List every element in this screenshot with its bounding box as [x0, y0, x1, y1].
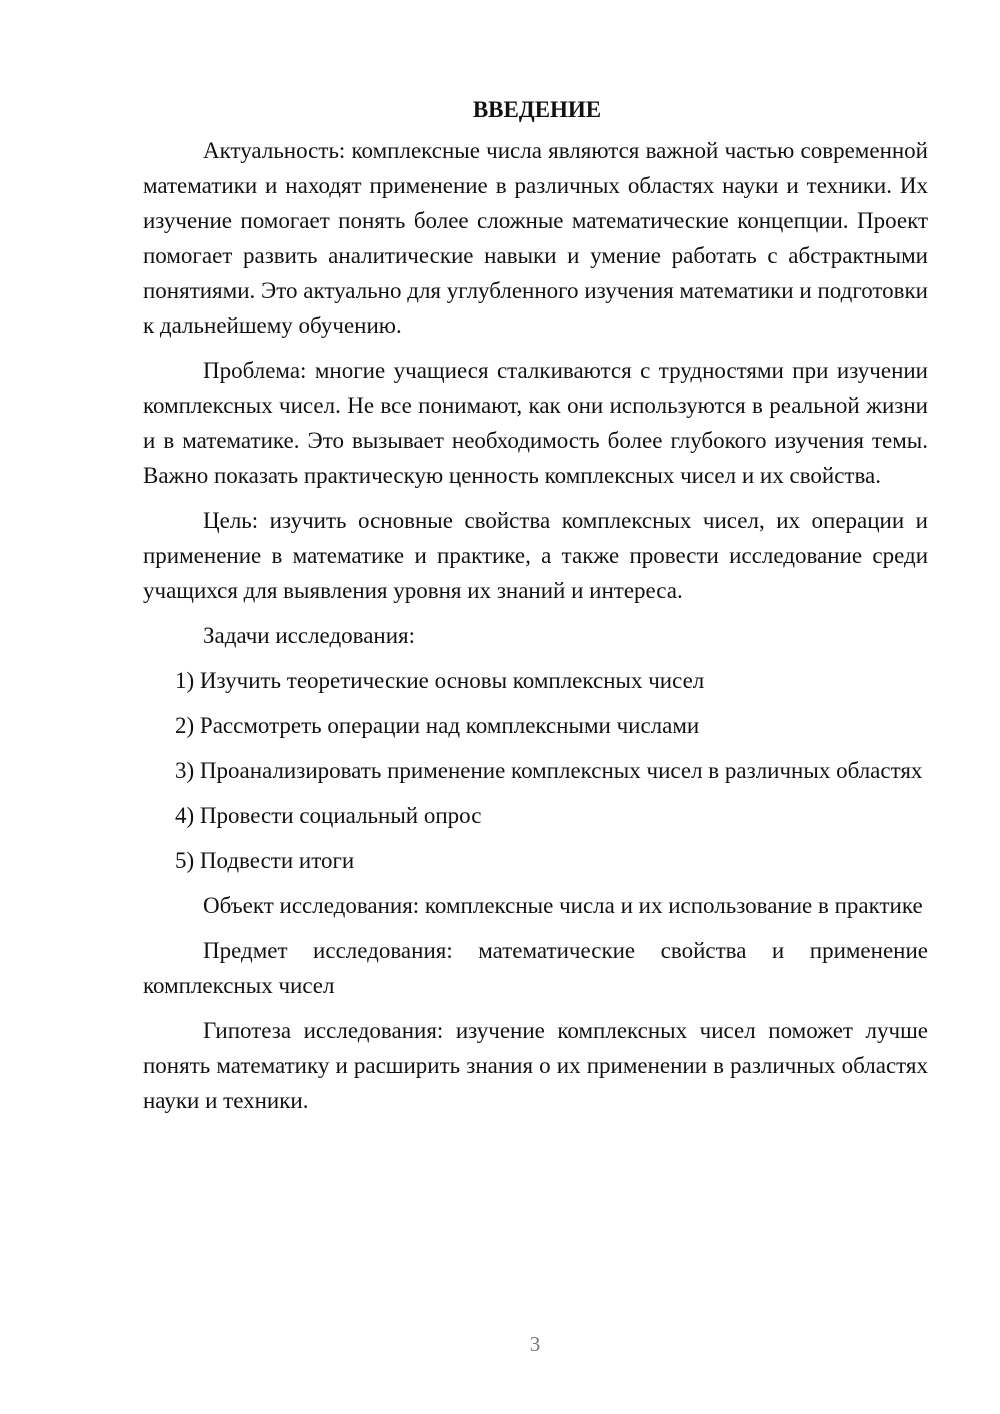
tasks-heading: Задачи исследования:	[203, 623, 416, 648]
task-item-5: 5) Подвести итоги	[175, 848, 355, 873]
document-page	[143, 92, 928, 1128]
paragraph-object: Объект исследования: комплексные числа и их использование в практике	[203, 893, 923, 918]
paragraph-hypothesis: Гипотеза исследования: изучение комплексных чисел поможет лучше понять математику и расширить знания о их применении в различных областях науки и техники.	[143, 1018, 928, 1113]
paragraph-problem: Проблема: многие учащиеся сталкиваются с трудностями при изучении комплексных чисел. Не все понимают, как они используются в реальной жизни и в математике. Это вызывает необходимость более глубокого изучения темы. Важно показать практическую ценность комплексных чисел и их свойства.	[143, 358, 928, 488]
task-item-1: 1) Изучить теоретические основы комплексных чисел	[175, 668, 705, 693]
task-item-3: 3) Проанализировать применение комплексных чисел в различных областях	[175, 758, 923, 783]
paragraph-goal: Цель: изучить основные свойства комплексных чисел, их операции и применение в математике и практике, а также провести исследование среди учащихся для выявления уровня их знаний и интереса.	[143, 508, 928, 603]
paragraph-relevance: Актуальность: комплексные числа являются важной частью современной математики и находят применение в различных областях науки и техники. Их изучение помогает понять более сложные математические концепции. Проект помогает развить аналитические навыки и умение работать с абстрактными понятиями. Это актуально для углубленного изучения математики и подготовки к дальнейшему обучению.	[143, 138, 928, 338]
section-heading: ВВЕДЕНИЕ	[472, 97, 602, 122]
task-item-4: 4) Провести социальный опрос	[175, 803, 482, 828]
page-number: 3	[529, 1332, 541, 1356]
task-item-2: 2) Рассмотреть операции над комплексными числами	[175, 713, 700, 738]
paragraph-subject: Предмет исследования: математические свойства и применение комплексных чисел	[143, 938, 928, 998]
